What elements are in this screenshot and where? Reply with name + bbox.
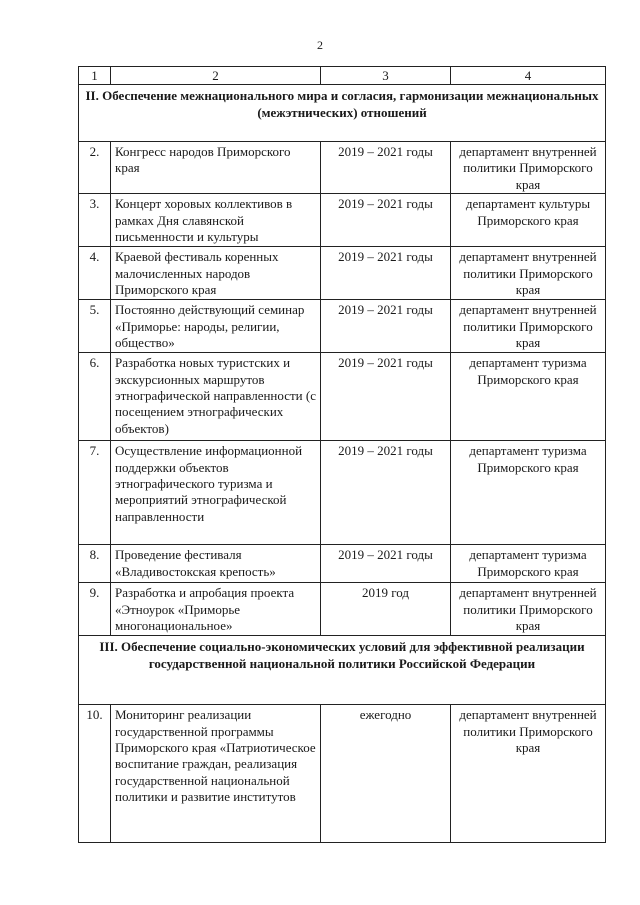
activity-name: Концерт хоровых коллективов в рамках Дня славянской письменности и культуры <box>111 194 321 247</box>
responsible-department: департамент внутренней политики Приморского края <box>451 300 606 353</box>
activity-name: Осуществление информационной поддержки объектов этнографического туризма и мероприятий этнографической направленности <box>111 441 321 545</box>
column-number: 1 <box>79 67 111 85</box>
responsible-department: департамент внутренней политики Приморского края <box>451 247 606 300</box>
activity-term: 2019 год <box>321 583 451 636</box>
table-row <box>79 441 606 545</box>
activity-term: 2019 – 2021 годы <box>321 142 451 194</box>
table-row <box>79 353 606 441</box>
table-row <box>79 142 606 194</box>
activity-name: Постоянно действующий семинар «Приморье: народы, религии, общество» <box>111 300 321 353</box>
activity-name: Разработка и апробация проекта «Этноурок «Приморье многонациональное» <box>111 583 321 636</box>
activity-name: Конгресс народов Приморского края <box>111 142 321 194</box>
activity-term: ежегодно <box>321 705 451 843</box>
activities-table <box>78 66 606 843</box>
responsible-department: департамент туризма Приморского края <box>451 545 606 583</box>
row-number: 4. <box>79 247 111 300</box>
row-number: 7. <box>79 441 111 545</box>
column-number-row <box>79 67 606 85</box>
row-number: 10. <box>79 705 111 843</box>
section-heading-row <box>79 85 606 142</box>
table-row <box>79 194 606 247</box>
activity-name: Проведение фестиваля «Владивостокская крепость» <box>111 545 321 583</box>
column-number: 4 <box>451 67 606 85</box>
table-row <box>79 583 606 636</box>
responsible-department: департамент культуры Приморского края <box>451 194 606 247</box>
row-number: 2. <box>79 142 111 194</box>
activity-name: Краевой фестиваль коренных малочисленных народов Приморского края <box>111 247 321 300</box>
table-row <box>79 300 606 353</box>
activity-term: 2019 – 2021 годы <box>321 194 451 247</box>
responsible-department: департамент внутренней политики Приморского края <box>451 583 606 636</box>
responsible-department: департамент туризма Приморского края <box>451 441 606 545</box>
column-number: 3 <box>321 67 451 85</box>
activity-name: Разработка новых туристских и экскурсионных маршрутов этнографической направленности (с посещением этнографических объектов) <box>111 353 321 441</box>
column-number: 2 <box>111 67 321 85</box>
section-heading-row <box>79 636 606 705</box>
section-heading: II. Обеспечение межнационального мира и согласия, гармонизации межнациональных (межэтнических) отношений <box>79 85 606 142</box>
responsible-department: департамент внутренней политики Приморского края <box>451 705 606 843</box>
activity-term: 2019 – 2021 годы <box>321 247 451 300</box>
row-number: 9. <box>79 583 111 636</box>
row-number: 6. <box>79 353 111 441</box>
table-row <box>79 705 606 843</box>
activity-term: 2019 – 2021 годы <box>321 300 451 353</box>
row-number: 3. <box>79 194 111 247</box>
row-number: 8. <box>79 545 111 583</box>
activity-name: Мониторинг реализации государственной программы Приморского края «Патриотическое воспитание граждан, реализация государственной национальной политики и развитие институтов <box>111 705 321 843</box>
row-number: 5. <box>79 300 111 353</box>
table-row <box>79 545 606 583</box>
section-heading: III. Обеспечение социально-экономических условий для эффективной реализации государственной национальной политики Российской Федерации <box>79 636 606 705</box>
activity-term: 2019 – 2021 годы <box>321 441 451 545</box>
responsible-department: департамент внутренней политики Приморского края <box>451 142 606 194</box>
activity-term: 2019 – 2021 годы <box>321 353 451 441</box>
responsible-department: департамент туризма Приморского края <box>451 353 606 441</box>
activity-term: 2019 – 2021 годы <box>321 545 451 583</box>
table-row <box>79 247 606 300</box>
page-number: 2 <box>317 38 323 52</box>
